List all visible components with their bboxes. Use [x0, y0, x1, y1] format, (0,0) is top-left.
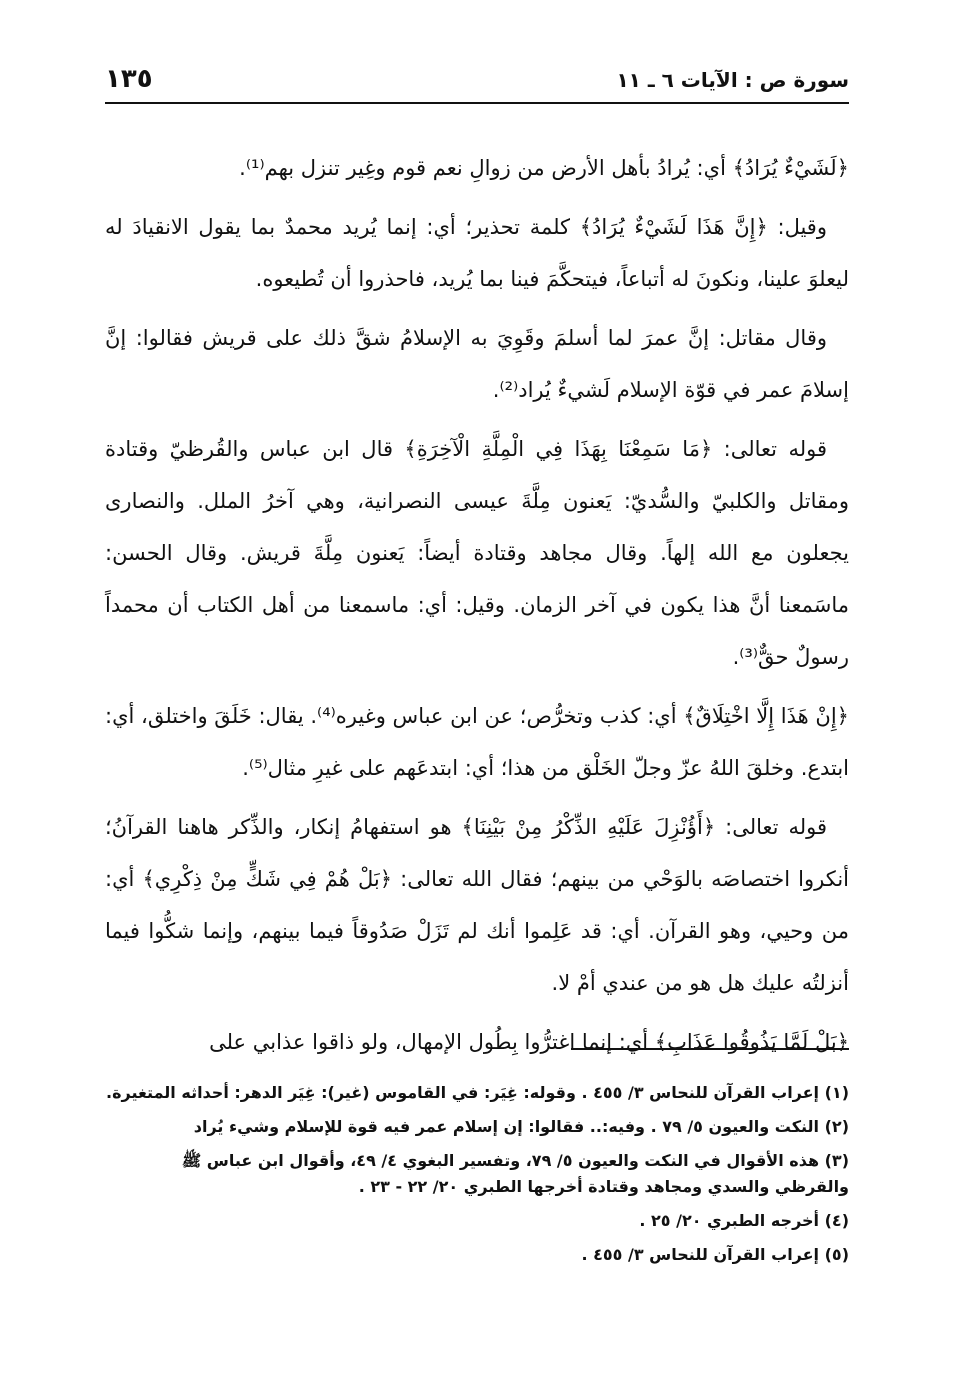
paragraph-3: وقال مقاتل: إنَّ عمرَ لما أسلمَ وقَوِيَ به الإسلامُ شقَّ ذلك على قريش فقالوا: إنَّ إسلامَ عمر في قوّة الإسلام لَشيءٌ يُراد⁽²⁾.	[105, 326, 849, 402]
footnote-3: (٣) هذه الأقوال في النكت والعيون ٥/ ٧٩، وتفسير البغوي ٤/ ٤٩، وأقوال ابن عباس ﷺ والقرظي والسدي ومجاهد وقتادة أخرجها الطبري ٢٠/ ٢٢ - ٢٣ .	[181, 1151, 849, 1196]
paragraph-7: ﴿بَلْ لَمَّا يَذُوقُوا عَذَابِ﴾ أي: إنما اغترُّوا بِطُول الإمهال، ولو ذاقوا عذابي على	[209, 1030, 849, 1054]
footnote-2: (٢) النكت والعيون ٥/ ٧٩ . وفيه:.. فقالوا: إن إسلام عمر فيه قوة للإسلام وشيء يُراد	[193, 1117, 849, 1136]
footnotes	[105, 1080, 849, 1276]
paragraph-1: ﴿لَشَيْءٌ يُرَادُ﴾ أي: يُرادُ بأهل الأرض من زوالِ نعم قوم وغِير تنزل بهم⁽¹⁾.	[239, 156, 849, 180]
paragraph-6: قوله تعالى: ﴿أَؤُنْزِلَ عَلَيْهِ الذِّكْرُ مِنْ بَيْنِنَا﴾ هو استفهامُ إنكار، والذِّكر هاهنا القرآنُ؛ أنكروا اختصاصَه بالوَحْي من بينهم؛ فقال الله تعالى: ﴿بَلْ هُمْ فِي شَكٍّ مِنْ ذِكْرِي﴾ أي: من وحيي، وهو القرآن. أي: قد عَلِموا أنك لم تَزَلْ صَدُوقاً فيما بينهم، وإنما شكُّوا فيما أنزلتُه عليك هل هو من عندي أمْ لا.	[105, 815, 849, 995]
page-header	[105, 58, 849, 98]
paragraph-2: وقيل: ﴿إِنَّ هَذَا لَشَيْءٌ يُرَادُ﴾ كلمة تحذير؛ أي: إنما يُريد محمدٌ بما يقول الانقيادَ له ليعلوَ علينا، ونكونَ له أتباعاً، فيتحكَّمَ فينا بما يُريد، فاحذروا أن تُطيعوه.	[105, 215, 849, 291]
footnote-5: (٥) إعراب القرآن للنحاس ٣/ ٤٥٥ .	[581, 1245, 849, 1264]
paragraph-4: قوله تعالى: ﴿مَا سَمِعْنَا بِهَذَا فِي الْمِلَّةِ الْآخِرَةِ﴾ قال ابن عباس والقُرظيّ وقتادة ومقاتل والكلبيّ والسُّديّ: يَعنون مِلَّةَ عيسى النصرانية، وهي آخرُ الملل. والنصارى يجعلون مع الله إلهاً. وقال مجاهد وقتادة أيضاً: يَعنون مِلَّةَ قريش. وقال الحسن: ماسَمعنا أنَّ هذا يكون في آخر الزمان. وقيل: أي: ماسمعنا من أهل الكتاب أن محمداً رسولٌ حقٌّ⁽³⁾.	[105, 437, 849, 669]
header-rule	[105, 102, 849, 104]
footnote-rule	[571, 1048, 849, 1050]
footnote-1: (١) إعراب القرآن للنحاس ٣/ ٤٥٥ . وقوله: غِيَر: في القاموس (غير): غِيَر الدهر: أحداثه المتغيرة.	[106, 1083, 849, 1102]
main-text	[105, 142, 849, 1075]
page-number: ١٣٥	[105, 64, 153, 94]
footnote-4: (٤) أخرجه الطبري ٢٠/ ٢٥ .	[639, 1211, 849, 1230]
running-title: سورة ص : الآيات ٦ ـ ١١	[616, 68, 849, 92]
paragraph-5: ﴿إِنْ هَذَا إِلَّا اخْتِلَاقٌ﴾ أي: كذب وتخرُّص؛ عن ابن عباس وغيره⁽⁴⁾. يقال: خَلَقَ واختلق، أي: ابتدع. وخلقَ اللهُ عزّ وجلّ الخَلْق من هذا؛ أي: ابتدعَهم على غيرِ مثال⁽⁵⁾.	[105, 704, 849, 780]
